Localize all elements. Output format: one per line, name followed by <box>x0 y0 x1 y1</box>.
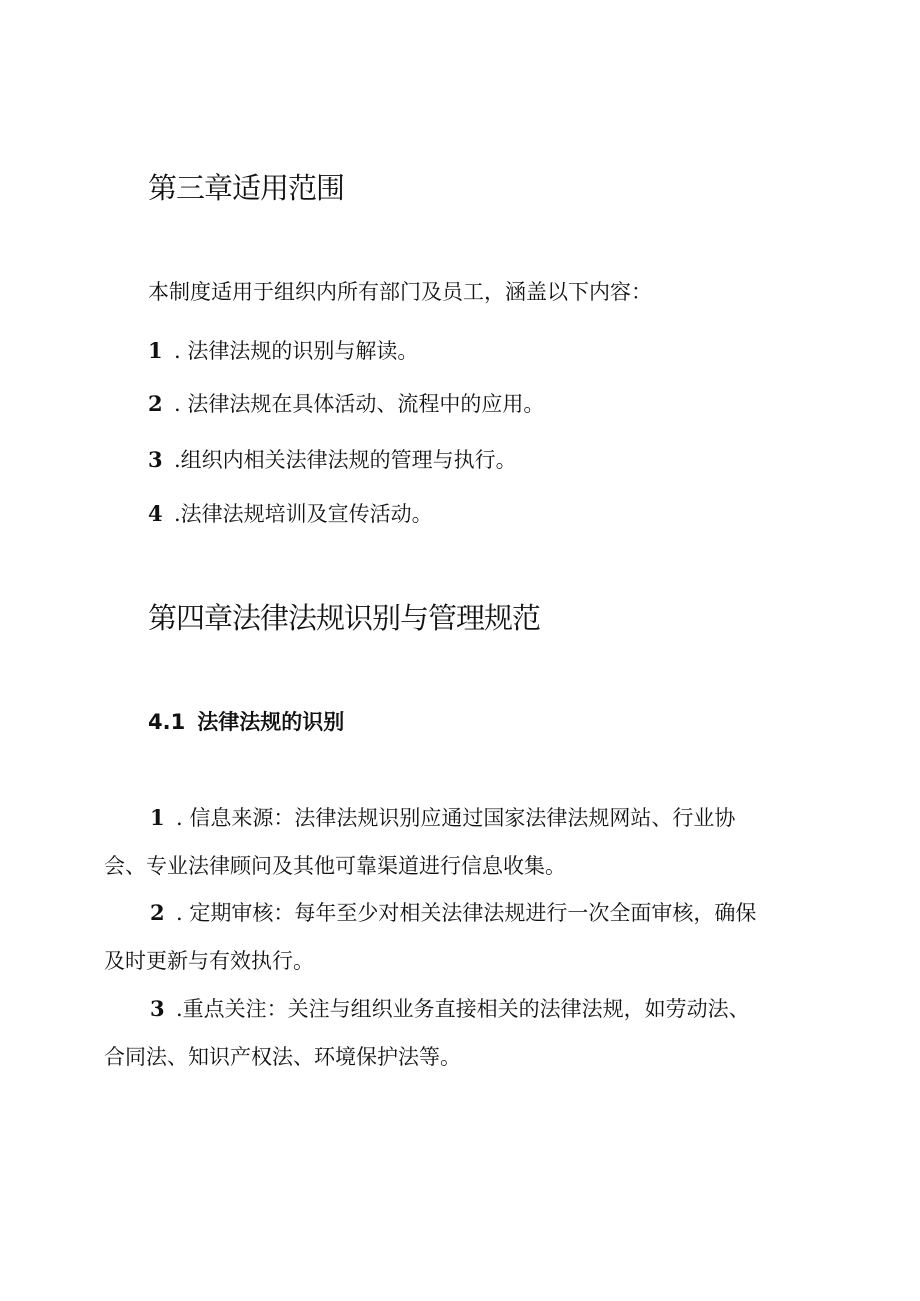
scope-item-text: .法律法规培训及宣传活动。 <box>174 502 433 526</box>
paragraph-line <box>104 985 824 1033</box>
scope-item-2 <box>148 389 544 419</box>
scope-item-4 <box>148 499 433 529</box>
scope-item-number: 4 <box>148 501 163 526</box>
chapter-3-title: 第三章适用范围 <box>148 171 345 205</box>
paragraph-line <box>104 889 824 937</box>
section-title: 法律法规的识别 <box>197 710 345 734</box>
scope-item-text: . 法律法规在具体活动、流程中的应用。 <box>174 392 545 416</box>
scope-item-3 <box>148 445 517 475</box>
paragraph-line <box>104 794 824 842</box>
section-4-1-heading <box>148 707 344 737</box>
paragraph-2 <box>104 889 824 985</box>
scope-item-text: . 法律法规的识别与解读。 <box>174 339 419 363</box>
paragraph-3 <box>104 985 824 1081</box>
scope-intro: 本制度适用于组织内所有部门及员工，涵盖以下内容： <box>148 280 652 304</box>
scope-item-text: .组织内相关法律法规的管理与执行。 <box>174 448 517 472</box>
paragraph-line: 合同法、知识产权法、环境保护法等。 <box>104 1045 461 1069</box>
paragraph-line: 及时更新与有效执行。 <box>104 949 314 973</box>
paragraph-number: 1 <box>150 805 165 830</box>
chapter-4-title: 第四章法律法规识别与管理规范 <box>148 601 541 635</box>
paragraph-text: . 定期审核：每年至少对相关法律法规进行一次全面审核，确保 <box>176 901 757 925</box>
paragraph-number: 3 <box>150 996 165 1021</box>
paragraph-1 <box>104 794 824 890</box>
scope-item-number: 3 <box>148 447 163 472</box>
paragraph-text: .重点关注：关注与组织业务直接相关的法律法规，如劳动法、 <box>176 997 750 1021</box>
section-number: 4.1 <box>148 710 186 734</box>
scope-item-number: 2 <box>148 391 163 416</box>
paragraph-text: . 信息来源：法律法规识别应通过国家法律法规网站、行业协 <box>176 806 736 830</box>
scope-item-number: 1 <box>148 338 163 363</box>
paragraph-number: 2 <box>150 900 165 925</box>
scope-item-1 <box>148 336 418 366</box>
paragraph-line: 会、专业法律顾问及其他可靠渠道进行信息收集。 <box>104 854 566 878</box>
